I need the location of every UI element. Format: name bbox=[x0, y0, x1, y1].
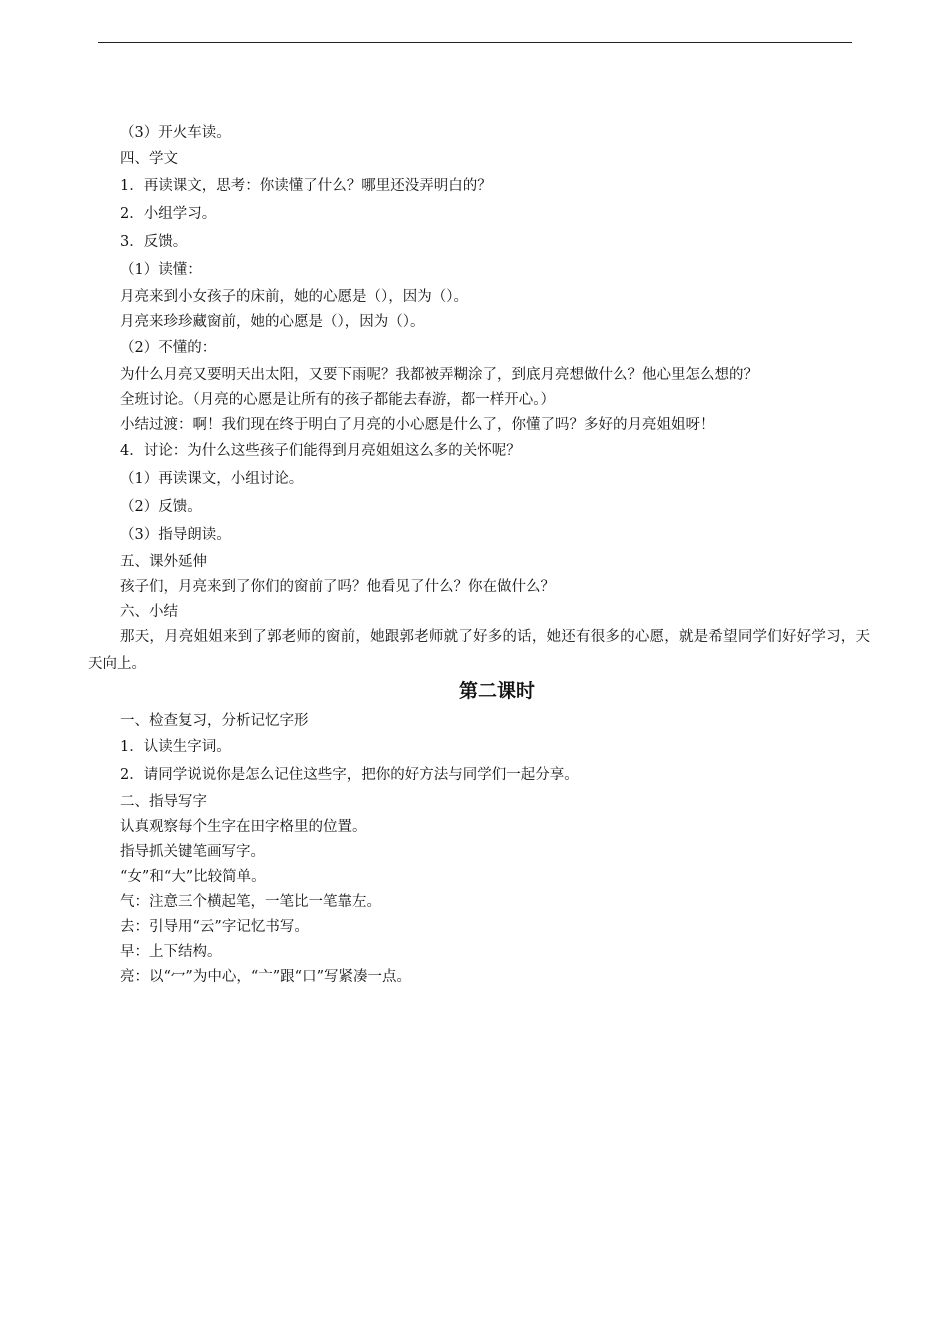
text-line: （3）指导朗读。 bbox=[120, 527, 231, 543]
text-line: 指导抓关键笔画写字。 bbox=[120, 844, 265, 860]
text-line: 孩子们，月亮来到了你们的窗前了吗？他看见了什么？你在做什么？ bbox=[120, 579, 555, 595]
text-line: 全班讨论。（月亮的心愿是让所有的孩子都能去春游，都一样开心。） bbox=[120, 392, 555, 408]
text-line: 1．再读课文，思考：你读懂了什么？哪里还没弄明白的？ bbox=[120, 178, 492, 194]
summary-paragraph: 那天，月亮姐姐来到了郭老师的窗前，她跟郭老师就了好多的话，她还有很多的心愿，就是希望同学们好好学习，天天向上。 bbox=[88, 629, 870, 672]
text-line: 为什么月亮又要明天出太阳，又要下雨呢？我都被弄糊涂了，到底月亮想做什么？他心里怎么想的？ bbox=[120, 367, 758, 383]
text-line: 去：引导用“云”字记忆书写。 bbox=[120, 919, 309, 935]
text-line: （1）读懂： bbox=[120, 262, 202, 278]
text-line: （1）再读课文，小组讨论。 bbox=[120, 471, 304, 487]
text-line: 早：上下结构。 bbox=[120, 944, 222, 960]
text-line: 月亮来珍珍藏窗前，她的心愿是（），因为（）。 bbox=[120, 314, 425, 330]
text-line: 亮：以“冖”为中心，“亠”跟“口”写紧凑一点。 bbox=[120, 969, 411, 985]
text-line: （2）反馈。 bbox=[120, 499, 202, 515]
section-heading: 第二课时 bbox=[458, 680, 535, 702]
section-title: 四、学文 bbox=[120, 151, 178, 167]
text-line: 4．讨论：为什么这些孩子们能得到月亮姐姐这么多的关怀呢？ bbox=[120, 443, 521, 459]
text-line: 气：注意三个横起笔，一笔比一笔靠左。 bbox=[120, 894, 381, 910]
section-title: 五、课外延伸 bbox=[120, 554, 207, 570]
header-rule bbox=[98, 42, 852, 43]
text-line: 认真观察每个生字在田字格里的位置。 bbox=[120, 819, 367, 835]
text-line: 1．认读生字词。 bbox=[120, 739, 231, 755]
section-title: 一、检查复习，分析记忆字形 bbox=[120, 713, 309, 729]
text-line: 2．请同学说说你是怎么记住这些字，把你的好方法与同学们一起分享。 bbox=[120, 767, 579, 783]
section-title: 六、小结 bbox=[120, 604, 178, 620]
text-line: “女”和“大”比较简单。 bbox=[120, 869, 266, 885]
text-line: （2）不懂的： bbox=[120, 340, 217, 356]
section-title: 二、指导写字 bbox=[120, 794, 207, 810]
text-line: （3）开火车读。 bbox=[120, 125, 231, 141]
text-line: 小结过渡：啊！我们现在终于明白了月亮的小心愿是什么了，你懂了吗？多好的月亮姐姐呀！ bbox=[120, 417, 715, 433]
text-line: 2．小组学习。 bbox=[120, 206, 217, 222]
text-line: 月亮来到小女孩子的床前，她的心愿是（），因为（）。 bbox=[120, 289, 468, 305]
text-line: 3．反馈。 bbox=[120, 234, 188, 250]
